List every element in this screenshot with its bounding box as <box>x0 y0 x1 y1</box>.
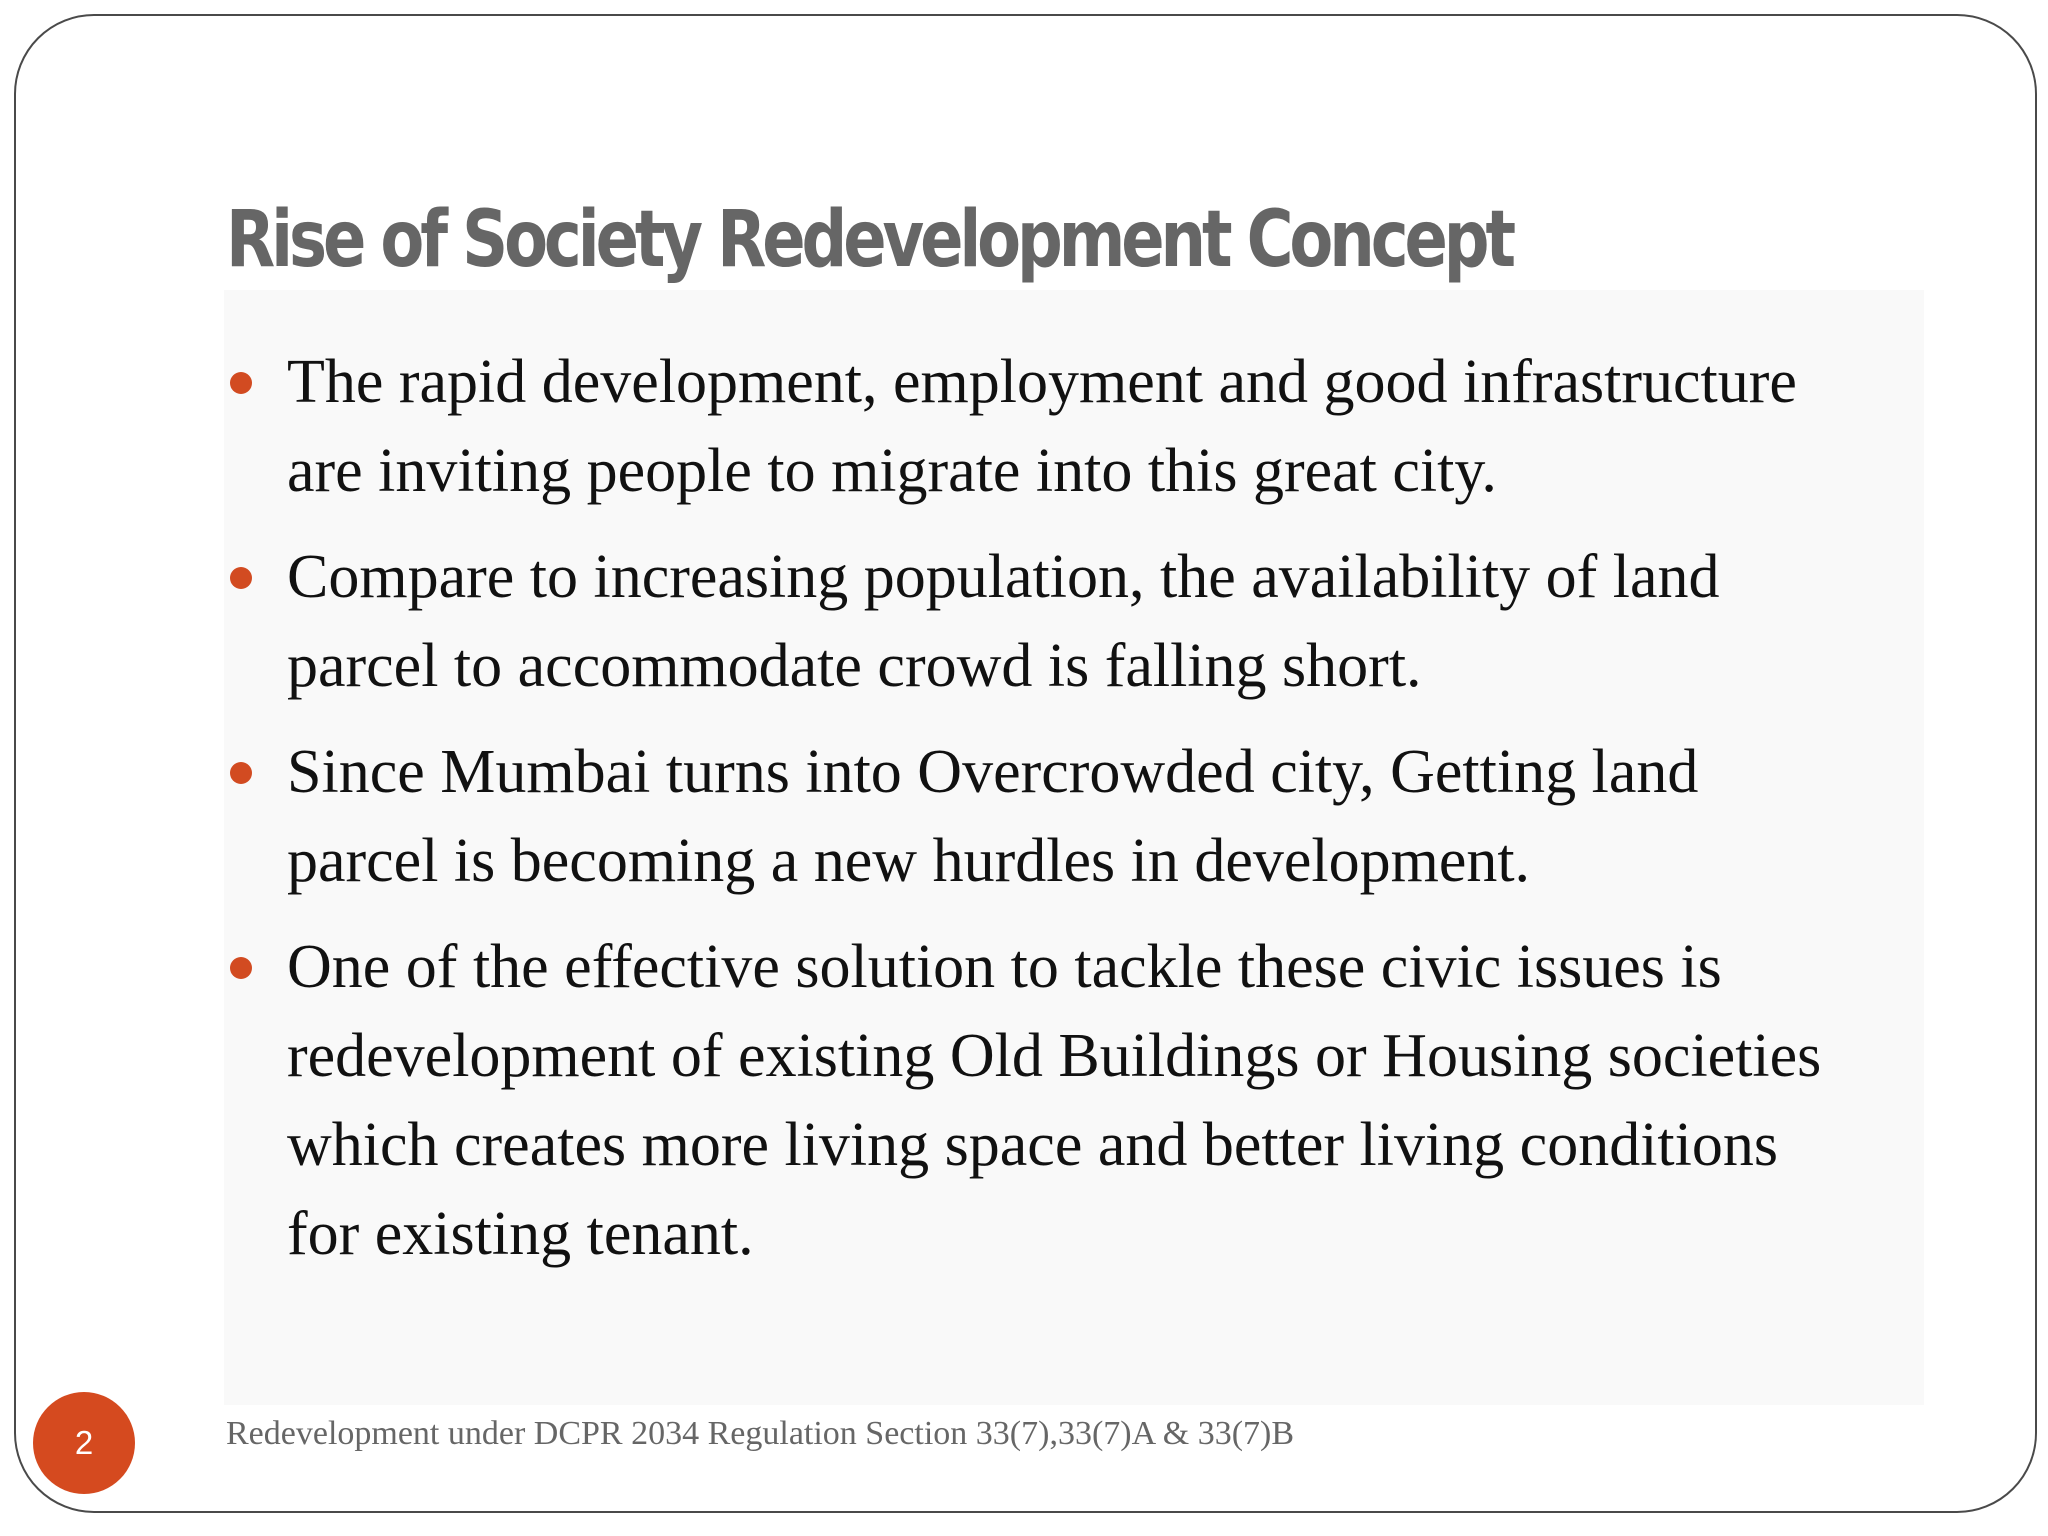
bullet-line: are inviting people to migrate into this great city. <box>287 437 1497 505</box>
bullet-icon <box>230 372 252 394</box>
bullet-line: for existing tenant. <box>287 1200 754 1268</box>
footer-text: Redevelopment under DCPR 2034 Regulation Section 33(7),33(7)A & 33(7)B <box>226 1415 1295 1452</box>
bullet-line: redevelopment of existing Old Buildings or Housing societies <box>287 1022 1822 1090</box>
bullet-item-3 <box>226 728 1946 906</box>
bullet-line: One of the effective solution to tackle these civic issues is <box>287 933 1722 1001</box>
bullet-line: The rapid development, employment and good infrastructure <box>287 348 1797 416</box>
slide-title: Rise of Society Redevelopment Concept <box>226 195 1512 285</box>
bullet-item-1 <box>226 338 1946 516</box>
bullet-icon <box>230 957 252 979</box>
bullet-item-4 <box>226 923 1946 1279</box>
bullet-icon <box>230 762 252 784</box>
bullet-line: parcel to accommodate crowd is falling short. <box>287 632 1422 700</box>
page-number-badge: 2 <box>33 1392 135 1494</box>
bullet-item-2 <box>226 533 1946 711</box>
bullet-line: Compare to increasing population, the availability of land <box>287 543 1720 611</box>
bullet-list <box>226 338 1946 1296</box>
bullet-line: Since Mumbai turns into Overcrowded city, Getting land <box>287 738 1699 806</box>
bullet-line: parcel is becoming a new hurdles in development. <box>287 827 1531 895</box>
bullet-icon <box>230 567 252 589</box>
bullet-line: which creates more living space and better living conditions <box>287 1111 1778 1179</box>
